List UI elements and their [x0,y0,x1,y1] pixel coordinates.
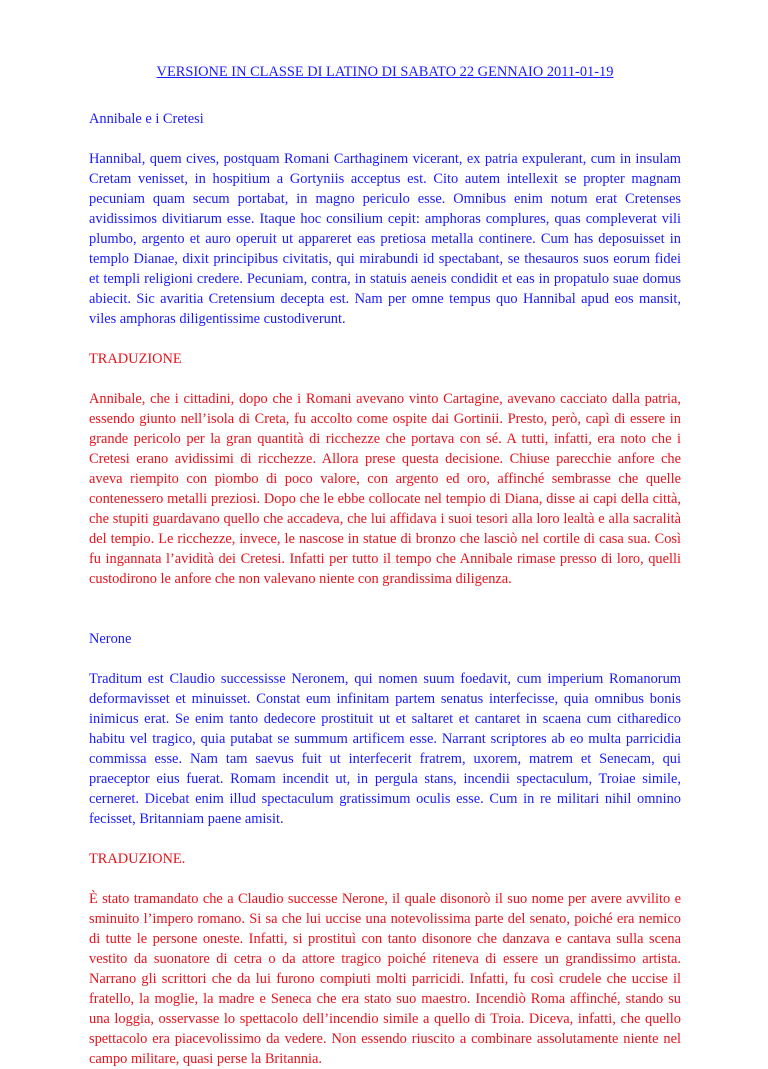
translation-text-annibale: Annibale, che i cittadini, dopo che i Romani avevano vinto Cartagine, avevano cacciato dalla patria, essendo giunto nell’isola di Creta, fu accolto come ospite dai Gortinii. Presto, però, capì di essere in grande pericolo per la gran quantità di ricchezze che portava con sé. A tutti, infatti, era noto che i Cretesi erano avidissimi di ricchezze. Allora prese questa decisione. Chiuse parecchie anfore che aveva riempito con piombo di poco valore, con argento ed oro, affinché sembrasse che quelle contenessero metalli preziosi. Dopo che le ebbe collocate nel tempio di Diana, disse ai capi della città, che stupiti guardavano quello che accadeva, che lui affidava i suoi tesori alla loro lealtà e alla sacralità del tempio. Le ricchezze, invece, le nascose in statue di bronzo che lasciò nel cortile di casa sua. Così fu ingannata l’avidità dei Cretesi. Infatti per tutto il tempo che Annibale rimase presso di loro, quelli custodirono le anfore che non valevano niente con grandissima diligenza. [89,391,681,587]
latin-text-annibale: Hannibal, quem cives, postquam Romani Carthaginem vicerant, ex patria expulerant, cum in insulam Cretam venisset, in hospitium a Gortyniis acceptus est. Cito autem intellexit se propter magnam pecuniam quam secum portabat, in magno periculo esse. Omnibus enim notum erat Cretenses avidissimos divitiarum esse. Itaque hoc consilium cepit: amphoras complures, quas compleverat vili plumbo, argento et auro operuit ut appareret eas pretiosa metalla continere. Cum has deposuisset in templo Dianae, dixit principibus civitatis, qui mirabundi id spectabant, se thesauros suos eorum fidei et templi religioni credere. Pecuniam, contra, in statuis aeneis condidit et eas in propatulo suae domus abiecit. Sic avaritia Cretensium decepta est. Nam per omne tempus quo Hannibal apud eos mansit, viles amphoras diligentissime custodiverunt. [89,151,681,327]
latin-text-nerone: Traditum est Claudio successisse Neronem, qui nomen suum foedavit, cum imperium Romanorum deformavisset et minuisset. Constat eum infinitam partem senatus interfecisse, quia omnibus bonis inimicus erat. Se enim tanto dedecore prostituit ut et saltaret et cantaret in scaena cum citharedico habitu vel tragico, quia putabat se summum artificem esse. Narrant scriptores ab eo multa parricidia commissa esse. Nam tam saevus fuit ut interfecerit fratrem, uxorem, matrem et Senecam, qui praeceptor eius fuerat. Romam incendit ut, in pergula stans, incendii spectaculum, Troiae simile, cerneret. Dicebat enim illud spectaculum gratissimum oculis esse. Cum in re militari nihil omnino fecisset, Britanniam paene amisit. [89,671,681,827]
translation-heading-nerone: TRADUZIONE. [89,851,186,867]
section-heading-nerone: Nerone [89,631,132,647]
document-title: VERSIONE IN CLASSE DI LATINO DI SABATO 22 GENNAIO 2011-01-19 [156,64,614,80]
section-heading-annibale: Annibale e i Cretesi [89,111,204,127]
document-page [89,62,681,1069]
translation-text-nerone: È stato tramandato che a Claudio successe Nerone, il quale disonorò il suo nome per avere avvilito e sminuito l’impero romano. Si sa che lui uccise una notevolissima parte del senato, poiché era nemico di tutte le persone oneste. Infatti, si prostituì con tanto disonore che danzava e cantava sulla scena vestito da suonatore di cetra o da attore tragico poiché riteneva di essere un grandissimo artista. Narrano gli scrittori che da lui furono compiuti molti parricidi. Infatti, fu così crudele che uccise il fratello, la moglie, la madre e Seneca che era stato suo maestro. Incendiò Roma affinché, stando su una loggia, osservasse lo spettacolo dell’incendio simile a quello di Troia. Diceva, infatti, che quello spettacolo era piacevolissimo da vedere. Non essendo riuscito a combinare assolutamente niente nel campo militare, quasi perse la Britannia. [89,891,681,1067]
translation-heading-annibale: TRADUZIONE [89,351,182,367]
